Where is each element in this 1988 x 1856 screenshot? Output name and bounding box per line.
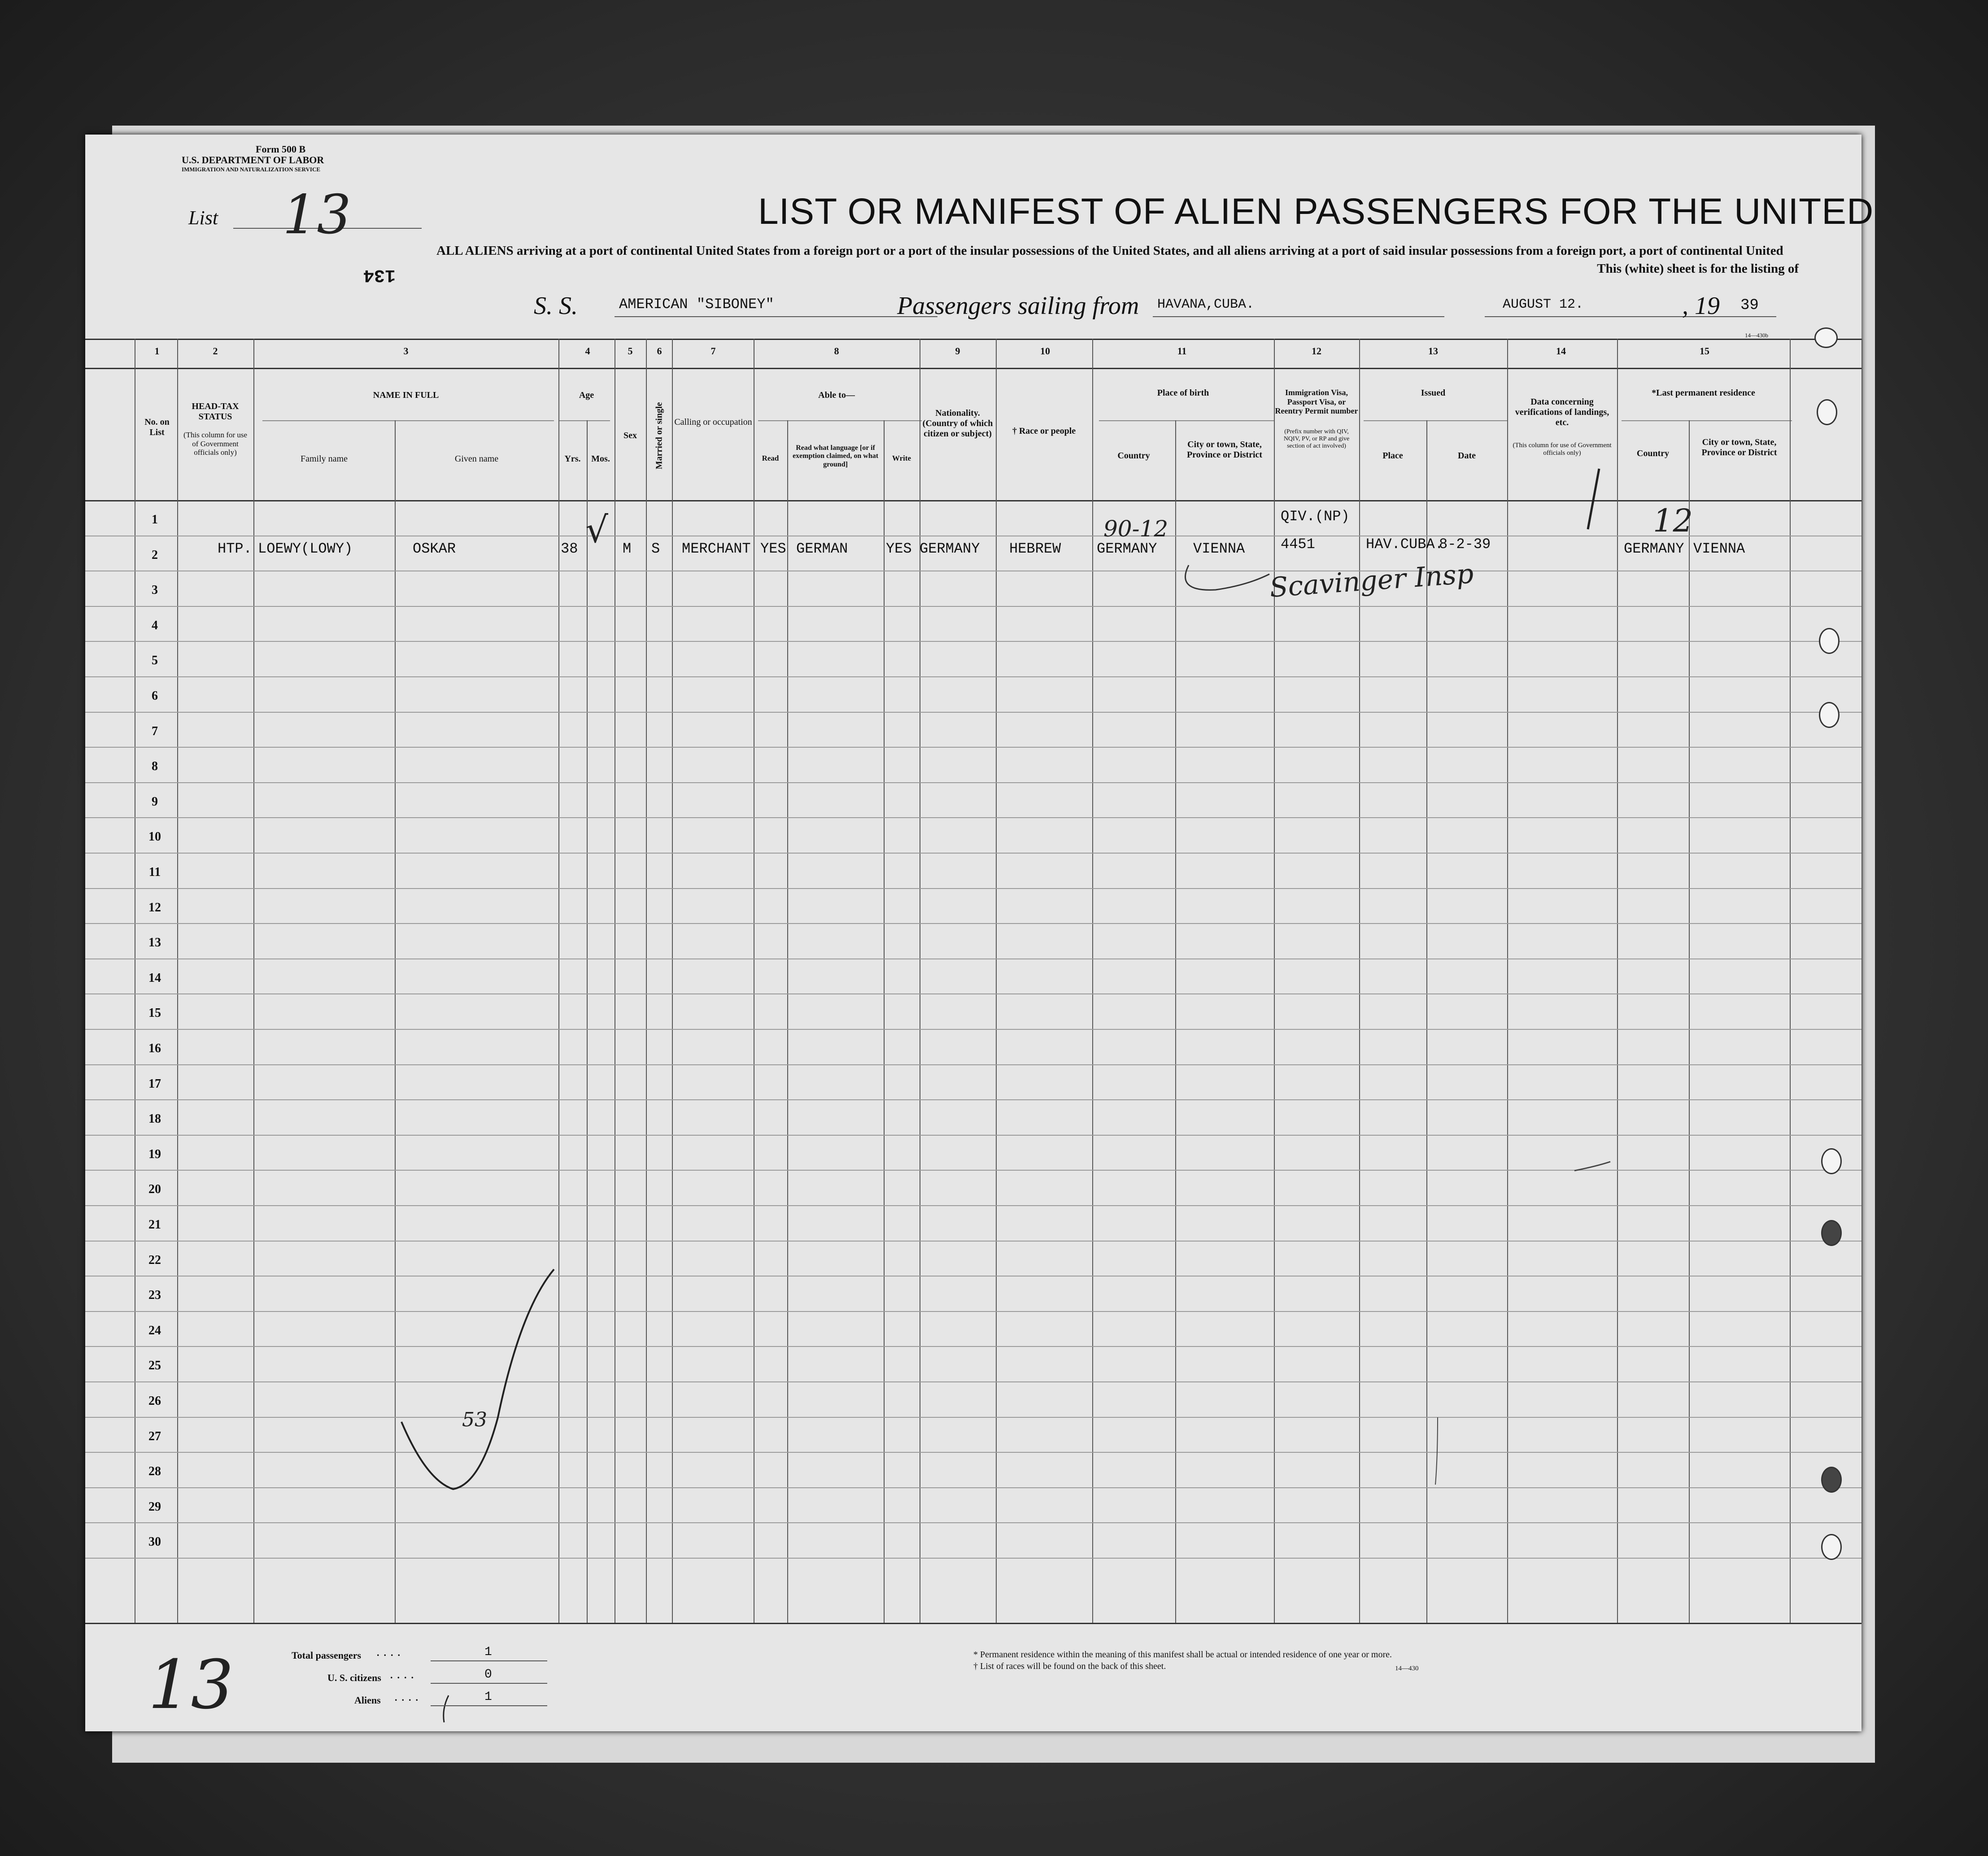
handwritten-residence-mark: 12 xyxy=(1653,502,1693,539)
verifications-note: (This column for use of Government officials only) xyxy=(1513,442,1612,457)
dot-leader: .... xyxy=(390,1669,418,1681)
row-number: 20 xyxy=(148,1182,161,1197)
aliens-underline xyxy=(431,1705,547,1706)
col-num-11: 11 xyxy=(1177,345,1187,357)
place-of-birth-header: Place of birth xyxy=(1157,388,1209,398)
department-label: U.S. DEPARTMENT OF LABOR xyxy=(182,154,324,166)
res-city-value: VIENNA xyxy=(1693,540,1745,557)
sailing-label: Passengers sailing from xyxy=(897,292,1139,320)
row-number: 10 xyxy=(148,830,161,844)
language-value: GERMAN xyxy=(796,540,848,557)
binder-hole xyxy=(1819,702,1840,728)
row-number: 30 xyxy=(148,1535,161,1549)
row-number: 1 xyxy=(152,513,158,527)
row-number: 23 xyxy=(148,1288,161,1303)
res-country-header: Country xyxy=(1636,449,1670,458)
ss-label: S. S. xyxy=(534,292,578,320)
total-underline xyxy=(431,1660,547,1661)
sex-header: Sex xyxy=(623,431,637,440)
row-number: 27 xyxy=(148,1429,161,1443)
visa-number-value: 4451 xyxy=(1281,536,1315,553)
year-suffix: 39 xyxy=(1740,297,1759,314)
col-num-13: 13 xyxy=(1428,345,1438,357)
binder-hole xyxy=(1819,628,1840,654)
header-line-1: ALL ALIENS arriving at a port of continental United States from a foreign port or a port of the insular possessions of the United States, and all aliens arriving at a port of said insular possessions from a foreign port, a port of continental United xyxy=(436,244,1783,258)
pen-strokes xyxy=(85,135,1862,1731)
handwritten-13: 13 xyxy=(148,1646,234,1724)
row-number: 26 xyxy=(148,1394,161,1408)
married-header: Married or single xyxy=(654,402,664,470)
service-label: IMMIGRATION AND NATURALIZATION SERVICE xyxy=(182,166,321,173)
row-number: 19 xyxy=(148,1147,161,1161)
stray-stroke xyxy=(1435,1417,1438,1485)
nationality-value: GERMANY xyxy=(920,540,980,557)
row-number: 6 xyxy=(152,689,158,703)
binder-hole xyxy=(1817,399,1837,425)
handwritten-birth-mark: 90-12 xyxy=(1103,516,1168,542)
visa-header: Immigration Visa, Passport Visa, or Reentry Permit number xyxy=(1275,388,1358,416)
visa-type-value: QIV.(NP) xyxy=(1281,508,1350,525)
birth-city-header: City or town, State, Province or District xyxy=(1186,440,1263,460)
row-number: 13 xyxy=(148,936,161,950)
page-title: LIST OR MANIFEST OF ALIEN PASSENGERS FOR THE UNITED xyxy=(758,191,1874,232)
row-number: 21 xyxy=(148,1218,161,1232)
stamp-number: 134 xyxy=(363,265,396,285)
footnote-code: 14—430 xyxy=(1395,1665,1419,1672)
col-num-3: 3 xyxy=(403,345,409,357)
read-language-header: Read what language [or if exemption claimed, on what ground] xyxy=(792,444,879,468)
row-number: 25 xyxy=(148,1359,161,1373)
footnote-residence: * Permanent residence within the meaning of this manifest shall be actual or intended residence of one year or more. xyxy=(973,1650,1392,1660)
handwritten-signature: Scavinger Insp xyxy=(1269,558,1475,604)
issued-date-header: Date xyxy=(1458,451,1476,461)
row-number: 2 xyxy=(152,548,158,562)
total-passengers-value: 1 xyxy=(484,1645,492,1659)
binder-hole xyxy=(1821,1534,1842,1560)
ship-name: AMERICAN "SIBONEY" xyxy=(619,296,774,313)
total-passengers-label: Total passengers xyxy=(292,1650,362,1661)
mos-header: Mos. xyxy=(591,454,610,464)
age-header: Age xyxy=(579,390,594,400)
manifest-sheet xyxy=(85,135,1874,1731)
form-number: Form 500 B xyxy=(256,144,306,155)
issued-place-header: Place xyxy=(1382,451,1403,461)
row-number: 28 xyxy=(148,1464,161,1479)
issued-header: Issued xyxy=(1421,388,1446,398)
col-num-15: 15 xyxy=(1700,345,1709,357)
aliens-label: Aliens xyxy=(354,1695,381,1706)
visa-note: (Prefix number with QIV, NQIV, PV, or RP and give section of act involved) xyxy=(1283,428,1350,450)
read-value: YES xyxy=(760,540,786,557)
row-number: 12 xyxy=(148,900,161,915)
sailing-date: AUGUST 12. xyxy=(1503,297,1584,312)
row-number: 9 xyxy=(152,794,158,809)
dot-leader: .... xyxy=(377,1647,405,1658)
row-number: 14 xyxy=(148,971,161,985)
col-num-9: 9 xyxy=(955,345,960,357)
birth-country-header: Country xyxy=(1117,451,1150,461)
row-number: 29 xyxy=(148,1499,161,1514)
issued-date-value: 8-2-39 xyxy=(1439,536,1491,553)
sex-value: M xyxy=(623,540,632,557)
yrs-header: Yrs. xyxy=(564,454,581,464)
row-number: 22 xyxy=(148,1253,161,1267)
race-header: † Race or people xyxy=(1012,426,1076,436)
row-number: 17 xyxy=(148,1076,161,1091)
issued-place-value: HAV.CUBA. xyxy=(1366,536,1443,553)
birth-country-value: GERMANY xyxy=(1097,540,1157,557)
col-num-8: 8 xyxy=(834,345,839,357)
given-name-header: Given name xyxy=(454,454,499,464)
list-number: 13 xyxy=(283,184,351,246)
row-number: 8 xyxy=(152,759,158,774)
row-number: 4 xyxy=(152,618,158,632)
res-country-value: GERMANY xyxy=(1624,540,1684,557)
write-header: Write xyxy=(892,454,911,462)
given-name-value: OSKAR xyxy=(413,540,456,557)
year-prefix: , 19 xyxy=(1682,292,1720,320)
col-num-5: 5 xyxy=(628,345,633,357)
header-line-2: This (white) sheet is for the listing of xyxy=(1597,261,1799,276)
able-to-header: Able to— xyxy=(818,390,855,400)
sailing-port: HAVANA,CUBA. xyxy=(1157,297,1255,312)
last-residence-header: *Last permanent residence xyxy=(1652,388,1755,398)
us-citizens-label: U. S. citizens xyxy=(327,1672,381,1683)
footnote-races: † List of races will be found on the back of this sheet. xyxy=(973,1661,1166,1671)
check-stroke xyxy=(401,1269,554,1489)
row-number: 7 xyxy=(152,724,158,738)
col-num-14: 14 xyxy=(1556,345,1566,357)
read-header: Read xyxy=(762,454,779,462)
family-name-value: LOEWY(LOWY) xyxy=(258,540,353,557)
binder-hole xyxy=(1821,1220,1842,1246)
col-num-2: 2 xyxy=(213,345,218,357)
list-label: List xyxy=(188,207,218,229)
occupation-value: MERCHANT xyxy=(682,540,751,557)
binder-hole xyxy=(1814,327,1838,348)
race-value: HEBREW xyxy=(1009,540,1061,557)
signature-flourish xyxy=(1186,565,1270,590)
corner-code: 14—430b xyxy=(1745,332,1768,339)
marital-value: S xyxy=(651,540,660,557)
age-years-value: 38 xyxy=(561,540,578,557)
col-num-7: 7 xyxy=(711,345,716,357)
family-name-header: Family name xyxy=(301,454,348,464)
col-num-1: 1 xyxy=(154,345,160,357)
col-num-10: 10 xyxy=(1040,345,1050,357)
nationality-header: Nationality. (Country of which citizen or subject) xyxy=(922,408,993,439)
head-tax-note: (This column for use of Government officials only) xyxy=(183,431,248,457)
age-checkmark: √ xyxy=(585,509,608,551)
row-number: 3 xyxy=(152,583,158,597)
binder-hole xyxy=(1821,1148,1842,1174)
row-number: 15 xyxy=(148,1006,161,1020)
head-tax-value: HTP. xyxy=(218,540,252,557)
write-value: YES xyxy=(886,540,912,557)
aliens-value: 1 xyxy=(484,1690,492,1704)
handwritten-53: 53 xyxy=(462,1408,487,1431)
us-citizens-value: 0 xyxy=(484,1668,492,1682)
res-city-header: City or town, State, Province or District xyxy=(1701,437,1777,457)
binder-hole xyxy=(1821,1467,1842,1493)
row-number: 16 xyxy=(148,1041,161,1055)
citizens-underline xyxy=(431,1683,547,1684)
verifications-header: Data concerning verifications of landings, etc. xyxy=(1515,397,1609,427)
col-num-12: 12 xyxy=(1312,345,1321,357)
row-number: 5 xyxy=(152,654,158,668)
col-num-6: 6 xyxy=(657,345,662,357)
stray-stroke xyxy=(444,1695,449,1722)
no-on-list-header: No. on List xyxy=(144,417,170,437)
dot-leader: .... xyxy=(395,1692,423,1703)
row-number: 24 xyxy=(148,1323,161,1338)
calling-header: Calling or occupation xyxy=(674,417,752,427)
stray-stroke xyxy=(1574,1162,1610,1171)
col-num-4: 4 xyxy=(585,345,590,357)
verification-tick xyxy=(1588,469,1599,529)
head-tax-header: HEAD-TAX STATUS xyxy=(192,401,239,422)
name-in-full-header: NAME IN FULL xyxy=(373,390,439,400)
birth-city-value: VIENNA xyxy=(1193,540,1245,557)
row-number: 11 xyxy=(148,865,161,879)
row-number: 18 xyxy=(148,1112,161,1126)
